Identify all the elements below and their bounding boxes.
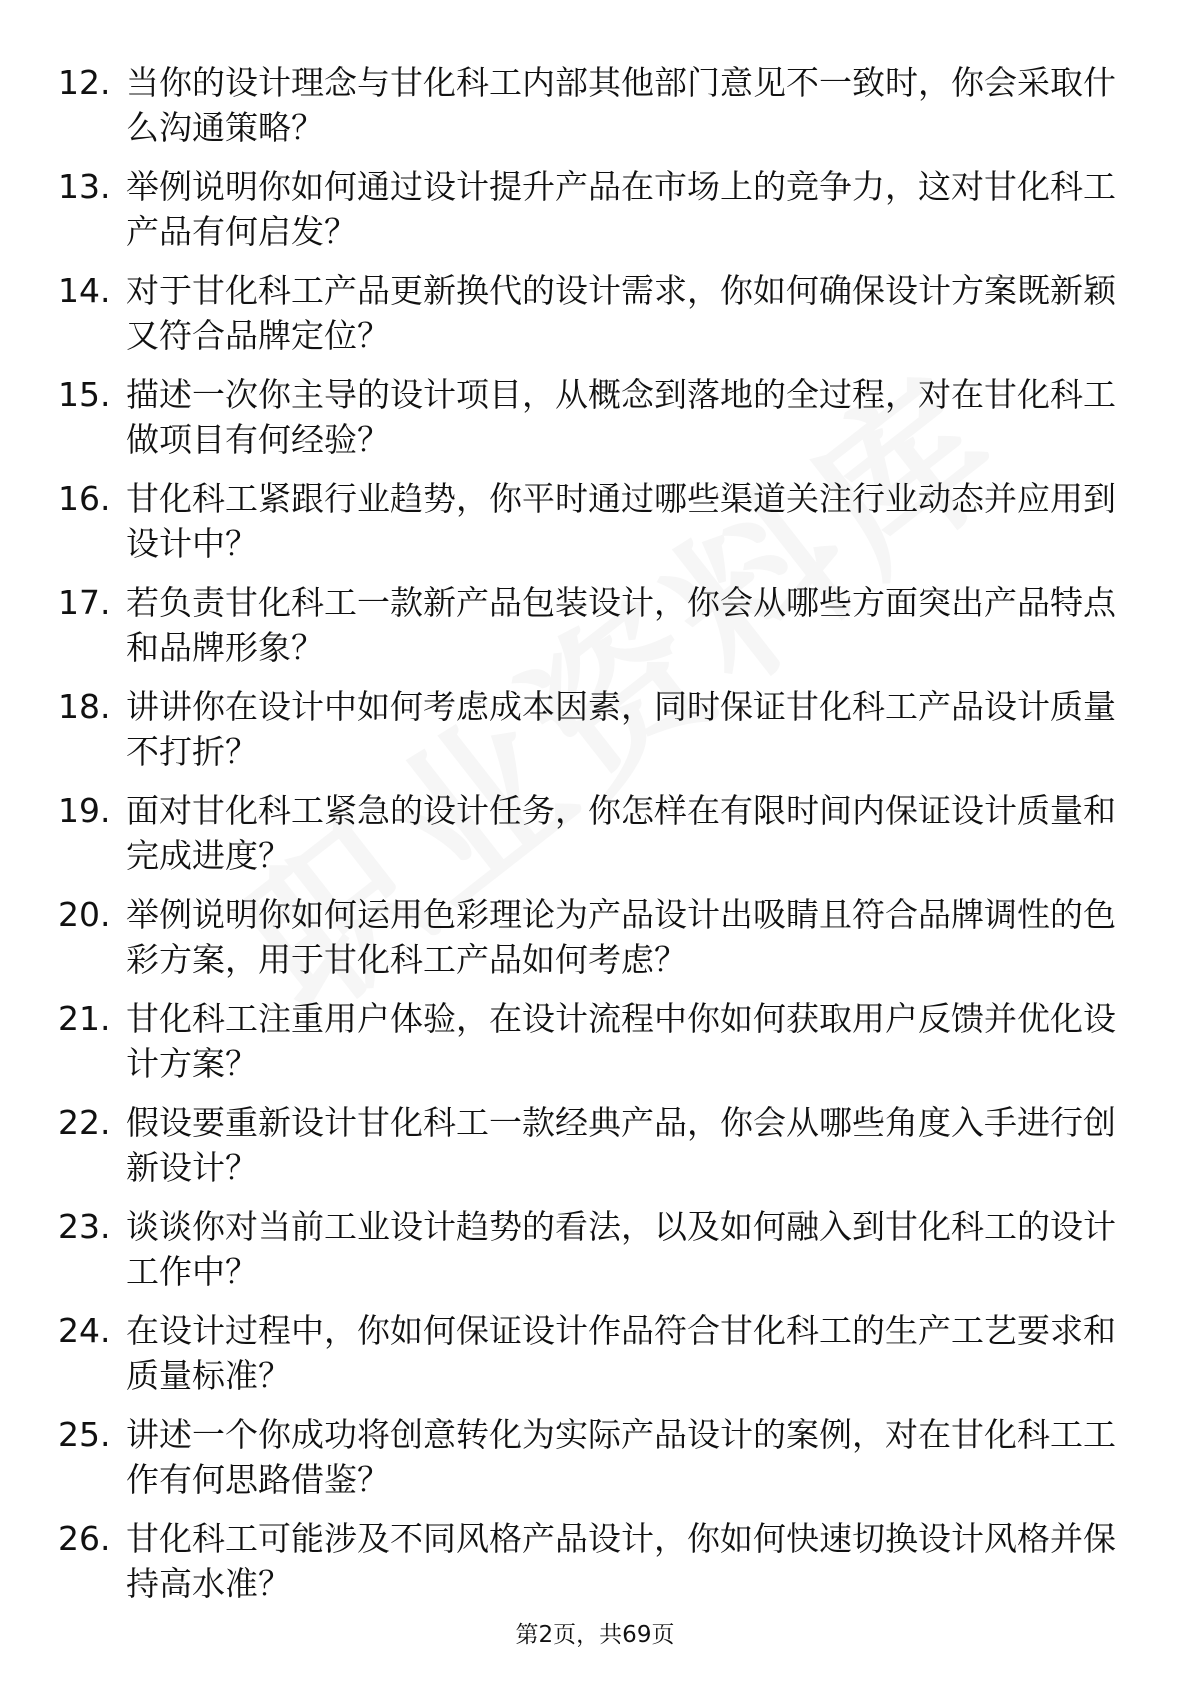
question-item [0,360,1190,464]
question-text: 甘化科工紧跟行业趋势，你平时通过哪些渠道关注行业动态并应用到设计中？ [126,479,1116,563]
question-item [0,1400,1190,1504]
question-item [0,1088,1190,1192]
question-text: 谈谈你对当前工业设计趋势的看法，以及如何融入到甘化科工的设计工作中？ [126,1207,1116,1291]
question-text: 举例说明你如何通过设计提升产品在市场上的竞争力，这对甘化科工产品有何启发？ [126,167,1116,251]
question-text: 描述一次你主导的设计项目，从概念到落地的全过程，对在甘化科工做项目有何经验？ [126,375,1116,459]
question-text: 讲讲你在设计中如何考虑成本因素，同时保证甘化科工产品设计质量不打折？ [126,687,1116,771]
question-number: 18. [58,687,111,726]
question-number: 14. [58,271,111,310]
question-text: 甘化科工可能涉及不同风格产品设计，你如何快速切换设计风格并保持高水准？ [126,1519,1116,1603]
question-number: 12. [58,63,111,102]
question-text: 讲述一个你成功将创意转化为实际产品设计的案例，对在甘化科工工作有何思路借鉴？ [126,1415,1116,1499]
question-text: 假设要重新设计甘化科工一款经典产品，你会从哪些角度入手进行创新设计？ [126,1103,1116,1187]
question-item [0,880,1190,984]
question-text: 举例说明你如何运用色彩理论为产品设计出吸睛且符合品牌调性的色彩方案，用于甘化科工产品如何考虑？ [126,895,1116,979]
question-number: 22. [58,1103,111,1142]
page-footer: 第2页，共69页 [515,1622,675,1648]
question-number: 19. [58,791,111,830]
question-item [0,568,1190,672]
question-number: 23. [58,1207,111,1246]
question-number: 13. [58,167,111,206]
question-text: 甘化科工注重用户体验，在设计流程中你如何获取用户反馈并优化设计方案？ [126,999,1116,1083]
question-number: 17. [58,583,111,622]
question-text: 当你的设计理念与甘化科工内部其他部门意见不一致时，你会采取什么沟通策略？ [126,63,1116,147]
question-item [0,1296,1190,1400]
question-text: 面对甘化科工紧急的设计任务，你怎样在有限时间内保证设计质量和完成进度？ [126,791,1116,875]
question-number: 26. [58,1519,111,1558]
question-text: 若负责甘化科工一款新产品包装设计，你会从哪些方面突出产品特点和品牌形象？ [126,583,1116,667]
question-number: 25. [58,1415,111,1454]
question-item [0,464,1190,568]
question-item [0,48,1190,152]
question-number: 16. [58,479,111,518]
question-item [0,672,1190,776]
question-item [0,152,1190,256]
question-text: 在设计过程中，你如何保证设计作品符合甘化科工的生产工艺要求和质量标准？ [126,1311,1116,1395]
question-list [0,48,1190,1608]
question-item [0,1504,1190,1608]
question-number: 20. [58,895,111,934]
question-item [0,984,1190,1088]
question-item [0,1192,1190,1296]
question-text: 对于甘化科工产品更新换代的设计需求，你如何确保设计方案既新颖又符合品牌定位？ [126,271,1116,355]
question-item [0,776,1190,880]
question-number: 21. [58,999,111,1038]
question-number: 24. [58,1311,111,1350]
question-number: 15. [58,375,111,414]
question-item [0,256,1190,360]
